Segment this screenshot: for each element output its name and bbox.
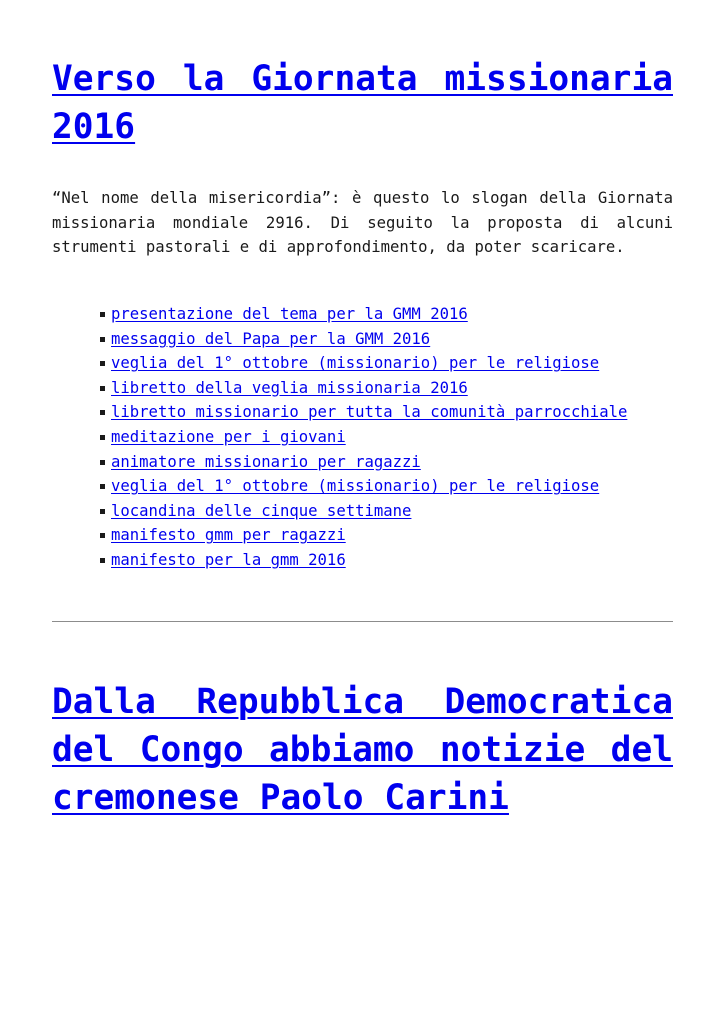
bullet-icon [100, 509, 105, 514]
bullet-icon [100, 435, 105, 440]
list-item [98, 474, 627, 499]
post-title [52, 678, 673, 822]
resource-link[interactable]: locandina delle cinque settimane [111, 501, 412, 520]
list-item [98, 499, 627, 524]
resource-link[interactable]: veglia del 1° ottobre (missionario) per le religiose [111, 477, 600, 496]
list-item [98, 400, 627, 425]
list-item [98, 548, 627, 573]
resource-link[interactable]: veglia del 1° ottobre (missionario) per le religiose [111, 354, 600, 373]
bullet-icon [100, 460, 105, 465]
resource-link[interactable]: messaggio del Papa per la GMM 2016 [111, 329, 431, 348]
resource-link[interactable]: libretto missionario per tutta la comunità parrocchiale [111, 403, 628, 422]
resource-link[interactable]: animatore missionario per ragazzi [111, 452, 421, 471]
bullet-icon [100, 386, 105, 391]
resource-link[interactable]: presentazione del tema per la GMM 2016 [111, 305, 468, 323]
bullet-icon [100, 410, 105, 415]
list-item [98, 351, 627, 376]
resource-link[interactable]: manifesto gmm per ragazzi [111, 526, 346, 545]
post-intro: “Nel nome della misericordia”: è questo lo slogan della Giornata missionaria mondiale 2916. Di seguito la proposta di alcuni strumenti pastorali e di approfondimento, da poter scaricare. [52, 189, 673, 256]
list-item [98, 450, 627, 475]
list-item [98, 376, 627, 401]
bullet-icon [100, 361, 105, 366]
bullet-icon [100, 312, 105, 317]
resource-link[interactable]: manifesto per la gmm 2016 [111, 550, 346, 569]
list-item [98, 327, 627, 352]
resource-link[interactable]: meditazione per i giovani [111, 427, 346, 446]
post-title-link[interactable]: Verso la Giornata missionaria 2016 [52, 59, 673, 147]
post-divider [52, 621, 673, 622]
resource-list [98, 302, 627, 573]
list-item [98, 302, 627, 327]
resource-link[interactable]: libretto della veglia missionaria 2016 [111, 378, 468, 397]
bullet-icon [100, 558, 105, 563]
bullet-icon [100, 533, 105, 538]
list-item [98, 523, 627, 548]
post-title [52, 55, 673, 151]
post-title-link[interactable]: Dalla Repubblica Democratica del Congo abbiamo notizie del cremonese Paolo Carini [52, 682, 673, 818]
bullet-icon [100, 484, 105, 489]
list-item [98, 425, 627, 450]
bullet-icon [100, 337, 105, 342]
